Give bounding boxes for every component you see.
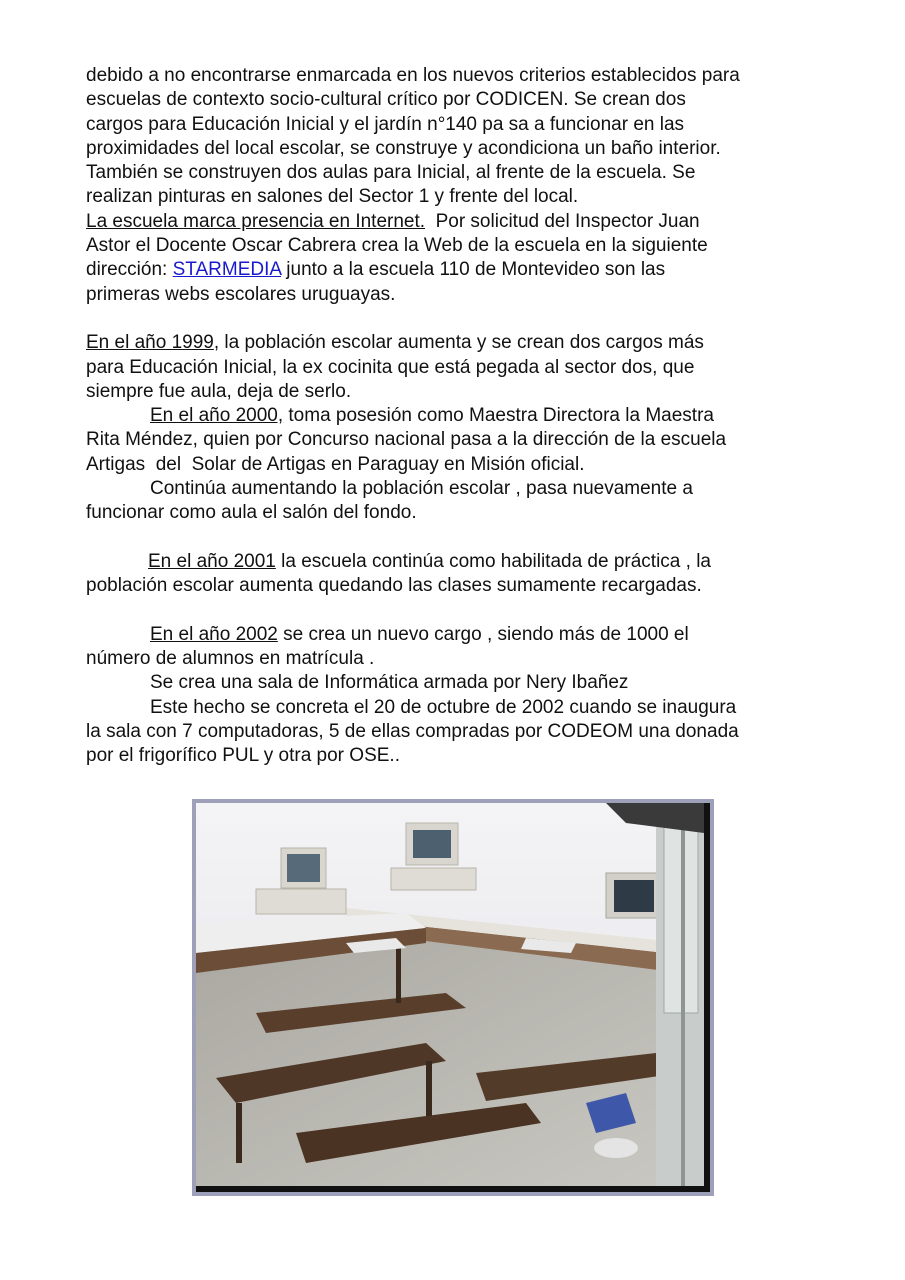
year-2001-heading: En el año 2001 xyxy=(148,550,276,572)
text-line: por el frigorífico PUL y otra por OSE.. xyxy=(86,745,400,767)
text-line: Se crea una sala de Informática armada por Nery Ibañez xyxy=(150,672,629,694)
text-span: Por solicitud del Inspector Juan xyxy=(425,210,700,232)
text-line: cargos para Educación Inicial y el jardín n°140 pa sa a funcionar en las xyxy=(86,113,685,135)
year-2002-heading: En el año 2002 xyxy=(150,623,278,645)
computer-room-illustration xyxy=(196,803,704,1186)
blank-line xyxy=(86,526,826,550)
text-line: debido a no encontrarse enmarcada en los nuevos criterios establecidos para xyxy=(86,65,740,86)
text-line: primeras webs escolares uruguayas. xyxy=(86,283,396,305)
text-line: siempre fue aula, deja de serlo. xyxy=(86,380,352,402)
text-line: escuelas de contexto socio-cultural crítico por CODICEN. Se crean dos xyxy=(86,89,686,111)
text-line: También se construyen dos aulas para Inicial, al frente de la escuela. Se xyxy=(86,162,696,184)
blank-line xyxy=(86,599,826,623)
text-line: realizan pinturas en salones del Sector 1 y frente del local. xyxy=(86,186,579,208)
text-span: toma posesión como Maestra Directora la Maestra xyxy=(283,405,714,427)
text-line xyxy=(86,258,826,282)
text-line: Este hecho se concreta el 20 de octubre de 2002 cuando se inaugura xyxy=(150,696,737,718)
text-line: la sala con 7 computadoras, 5 de ellas compradas por CODEOM una donada xyxy=(86,721,739,743)
text-line xyxy=(86,210,826,234)
text-line: para Educación Inicial, la ex cocinita que está pegada al sector dos, que xyxy=(86,356,695,378)
text-line: Artigas del Solar de Artigas en Paraguay en Misión oficial. xyxy=(86,453,585,475)
document-body xyxy=(86,64,826,769)
text-line: Continúa aumentando la población escolar , pasa nuevamente a xyxy=(150,478,693,500)
text-span: se crea un nuevo cargo , siendo más de 1000 el xyxy=(277,623,689,645)
internet-heading: La escuela marca presencia en Internet. xyxy=(86,210,426,232)
text-line: número de alumnos en matrícula . xyxy=(86,648,375,670)
text-span: , la población escolar aumenta y se crean dos cargos más xyxy=(213,332,704,354)
text-line xyxy=(86,331,826,355)
text-span: dirección: xyxy=(86,259,173,281)
text-line xyxy=(86,623,826,647)
text-span: la escuela continúa como habilitada de práctica , la xyxy=(275,550,711,572)
text-span: junto a la escuela 110 de Montevideo son las xyxy=(281,259,666,281)
computer-room-photo-frame xyxy=(192,799,714,1196)
text-line: Astor el Docente Oscar Cabrera crea la Web de la escuela en la siguiente xyxy=(86,235,708,257)
computer-room-photo xyxy=(196,803,710,1192)
text-line xyxy=(86,404,826,428)
year-2000-heading: En el año 2000, xyxy=(150,405,284,427)
year-1999-heading: En el año 1999 xyxy=(86,332,214,354)
text-line: funcionar como aula el salón del fondo. xyxy=(86,502,417,524)
blank-line xyxy=(86,307,826,331)
starmedia-link[interactable]: STARMEDIA xyxy=(172,259,281,281)
text-line: población escolar aumenta quedando las clases sumamente recargadas. xyxy=(86,575,702,597)
text-line xyxy=(86,550,826,574)
text-line: Rita Méndez, quien por Concurso nacional pasa a la dirección de la escuela xyxy=(86,429,727,451)
text-line: proximidades del local escolar, se construye y acondiciona un baño interior. xyxy=(86,137,721,159)
